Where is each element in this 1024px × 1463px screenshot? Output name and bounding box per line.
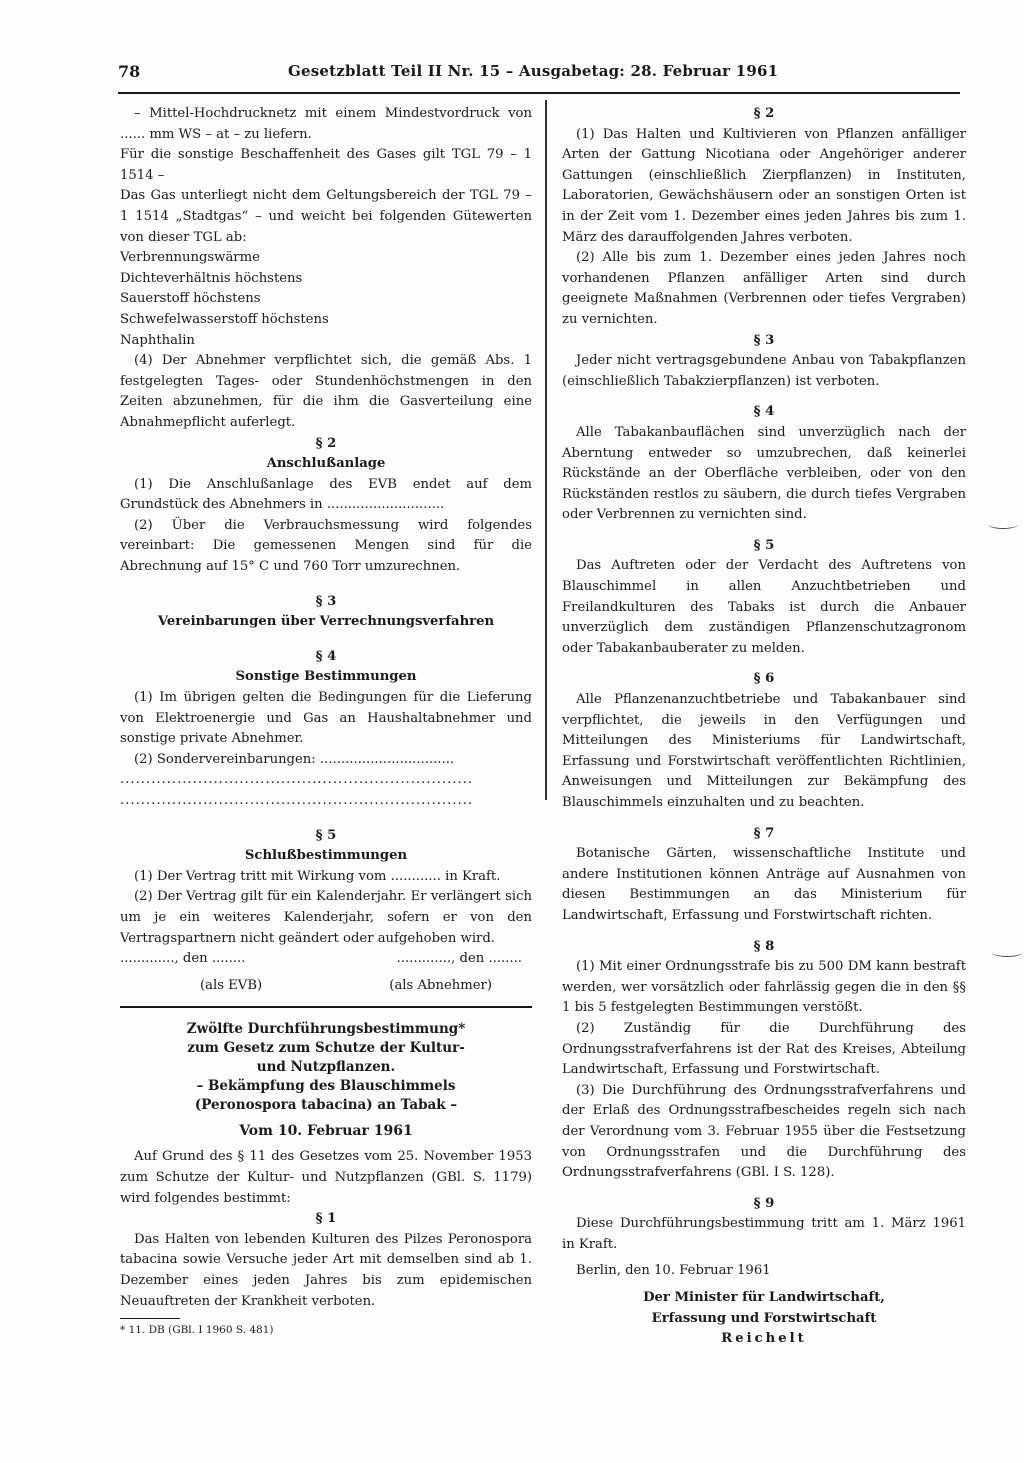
- footnote-rule: [120, 1318, 180, 1319]
- section-paragraph: (3) Die Durchführung des Ordnungsstrafverfahrens und der Erlaß des Ordnungsstrafbescheides regeln sich nach der Verordnung vom 3. Februar 1955 über die Festsetzung von Ordnungsstrafen und die Durchführung des Ordnungsstrafverfahrens (GBl. I S. 128).: [562, 1082, 966, 1181]
- section-paragraph: (2) Über die Verbrauchsmessung wird folgendes vereinbart: Die gemessenen Mengen sind für die Abrechnung auf 15° C und 760 Torr umzurechnen.: [120, 517, 532, 575]
- header-rule: [118, 92, 960, 94]
- section-title: Sonstige Bestimmungen: [235, 669, 417, 685]
- regulation-title-line: – Bekämpfung des Blauschimmels (Peronospora tabacina) an Tabak –: [194, 1077, 458, 1113]
- regulation-date: Vom 10. Februar 1961: [239, 1122, 413, 1139]
- signature-line-row: [120, 949, 532, 970]
- section-title: Schlußbestimmungen: [244, 848, 408, 864]
- signature-line-left: ............., den ........: [120, 951, 246, 967]
- section-paragraph: (1) Mit einer Ordnungsstrafe bis zu 500 DM kann bestraft werden, wer vorsätzlich oder fahrlässig gegen die in den §§ 1 bis 5 festgelegten Bestimmungen verstößt.: [562, 959, 966, 1016]
- preamble: Auf Grund des § 11 des Gesetzes vom 25. November 1953 zum Schutze der Kultur- und Nutzpflanzen (GBl. S. 1179) wird folgendes bestimmt:: [120, 1149, 532, 1206]
- section-paragraph: (2) Zuständig für die Durchführung des Ordnungsstrafverfahrens ist der Rat des Kreises, Abteilung Landwirtschaft, Erfassung und Forstwirtschaft.: [562, 1020, 966, 1078]
- section-paragraph: (1) Der Vertrag tritt mit Wirkung vom ............ in Kraft.: [134, 868, 501, 884]
- margin-mark: [988, 520, 1018, 529]
- margin-mark: [992, 948, 1022, 957]
- intro-line-2: Für die sonstige Beschaffenheit des Gases gilt TGL 79 – 1 1514 –: [120, 147, 532, 183]
- intro-line-1: – Mittel-Hochdrucknetz mit einem Mindestvordruck von ...... mm WS – at – zu liefern.: [120, 106, 532, 142]
- value-item: Schwefelwasserstoff höchstens: [120, 311, 329, 327]
- section-heading: § 1: [315, 1211, 337, 1227]
- section-heading: § 8: [753, 938, 775, 954]
- section-title: Vereinbarungen über Verrechnungsverfahren: [157, 614, 495, 630]
- signature-label-right: (als Abnehmer): [389, 977, 492, 993]
- section-paragraph: Alle Tabakanbauflächen sind unverzüglich nach der Aberntung entweder so umzubrechen, daß keinerlei Rückstände an der Oberfläche verbleiben, oder von den Rückständen restlos zu säubern, die durch tiefes Vergraben oder Verbrennen zu vernichten sind.: [562, 424, 966, 523]
- page-header: [118, 62, 960, 92]
- section-paragraph: (2) Der Vertrag gilt für ein Kalenderjahr. Er verlängert sich um je ein weiteres Kalenderjahr, sofern er von den Vertragspartnern nicht geändert oder aufgehoben wird.: [120, 889, 532, 946]
- section-paragraph: (2) Alle bis zum 1. Dezember eines jeden Jahres noch vorhandenen Pflanzen anfälliger Arten sind durch geeignete Maßnahmen (Verbrennen oder tiefes Vergraben) zu vernichten.: [562, 250, 966, 327]
- section-heading: § 2: [315, 435, 337, 451]
- separator-rule: [120, 1006, 532, 1008]
- section-heading: § 4: [753, 404, 775, 420]
- value-item: Naphthalin: [120, 332, 195, 348]
- regulation-title-line: zum Gesetz zum Schutze der Kultur- und Nutzpflanzen.: [187, 1039, 465, 1075]
- left-column: [120, 104, 532, 1337]
- value-item: Dichteverhältnis höchstens: [120, 270, 303, 286]
- section-title: Anschlußanlage: [266, 456, 386, 472]
- running-title: Gesetzblatt Teil II Nr. 15 – Ausgabetag: 28. Februar 1961: [288, 62, 779, 80]
- section-paragraph: (1) Das Halten und Kultivieren von Pflanzen anfälliger Arten der Gattung Nicotiana oder Angehöriger anderer Gattungen (einschließlich Zierpflanzen) in Instituten, Laboratorien, Gewächshäusern oder an sonstigen Orten ist in der Zeit vom 1. Dezember eines jeden Jahres bis zum 1. März des darauffolgenden Jahres verboten.: [562, 126, 966, 245]
- value-item: Sauerstoff höchstens: [120, 291, 261, 307]
- section-heading: § 2: [753, 106, 775, 121]
- section-heading: § 7: [753, 825, 775, 841]
- regulation-title: [120, 1020, 532, 1115]
- signer-line: Erfassung und Forstwirtschaft: [651, 1310, 877, 1326]
- section-paragraph: Das Halten von lebenden Kulturen des Pilzes Peronospora tabacina sowie Versuche jeder Art mit demselben sind ab 1. Dezember eines jeden Jahres bis zum epidemischen Neuauftreten der Krankheit verboten.: [120, 1231, 532, 1309]
- section-paragraph: Alle Pflanzenanzuchtbetriebe und Tabakanbauer sind verpflichtet, die jeweils in den Verfügungen und Mitteilungen des Ministeriums für Landwirtschaft, Erfassung und Forstwirtschaft veröffentlichten Richtlinien, Anweisungen und Mitteilungen zur Bekämpfung des Blauschimmels einzuhalten und zu beachten.: [562, 692, 966, 810]
- section-heading: § 5: [315, 827, 337, 843]
- section-paragraph: (1) Die Anschlußanlage des EVB endet auf dem Grundstück des Abnehmers in ............................: [120, 476, 532, 513]
- intro-line-3: Das Gas unterliegt nicht dem Geltungsbereich der TGL 79 – 1 1514 „Stadtgas“ – und weicht bei folgenden Gütewerten von dieser TGL ab:: [120, 188, 532, 245]
- right-column: [562, 104, 966, 1350]
- footnote: * 11. DB (GBl. I 1960 S. 481): [120, 1324, 274, 1337]
- section-heading: § 6: [753, 671, 775, 687]
- paragraph-4: (4) Der Abnehmer verpflichtet sich, die gemäß Abs. 1 festgelegten Tages- oder Stundenhöchstmengen in den Zeiten abzunehmen, für die ihm die Gasverteilung eine Abnahmepflicht auferlegt.: [120, 353, 532, 430]
- section-paragraph: (2) Sondervereinbarungen: ................................: [134, 751, 455, 767]
- signature-line-right: ............., den ........: [396, 951, 522, 967]
- section-heading: § 4: [315, 648, 337, 664]
- signature-label-row: [120, 976, 532, 997]
- section-heading: § 5: [753, 537, 775, 553]
- section-heading: § 3: [315, 593, 337, 609]
- section-paragraph: (1) Im übrigen gelten die Bedingungen für die Lieferung von Elektroenergie und Gas an Haushaltabnehmer und sonstige private Abnehmer.: [120, 690, 532, 747]
- value-item: Verbrennungswärme: [120, 250, 260, 266]
- section-paragraph: Jeder nicht vertragsgebundene Anbau von Tabakpflanzen (einschließlich Tabakzierpflanzen) ist verboten.: [562, 353, 966, 389]
- section-heading: § 3: [753, 332, 775, 348]
- section-paragraph: Diese Durchführungsbestimmung tritt am 1. März 1961 in Kraft.: [562, 1216, 966, 1252]
- section-paragraph: Das Auftreten oder der Verdacht des Auftretens von Blauschimmel in allen Anzuchtbetrieben und Freilandkulturen des Tabaks ist durch die Anbauer unverzüglich dem zuständigen Pflanzenschutzagronom oder Tabakanbauberater zu melden.: [562, 558, 966, 656]
- section-heading: § 9: [753, 1195, 775, 1211]
- dotted-line: ....................................................................: [120, 772, 474, 788]
- signature-label-left: (als EVB): [200, 977, 263, 993]
- dotted-line: ....................................................................: [120, 793, 474, 808]
- page-number: 78: [118, 62, 141, 81]
- regulation-title-line: Zwölfte Durchführungsbestimmung*: [186, 1020, 466, 1037]
- column-divider: [545, 100, 547, 800]
- place-date: Berlin, den 10. Februar 1961: [576, 1263, 771, 1279]
- section-paragraph: Botanische Gärten, wissenschaftliche Institute und andere Institutionen können Anträge auf Ausnahmen von diesen Bestimmungen an das Ministerium für Landwirtschaft, Erfassung und Forstwirtschaft richten.: [562, 846, 966, 923]
- signer-line: Der Minister für Landwirtschaft,: [643, 1290, 885, 1306]
- signer-name: Reichelt: [721, 1331, 807, 1347]
